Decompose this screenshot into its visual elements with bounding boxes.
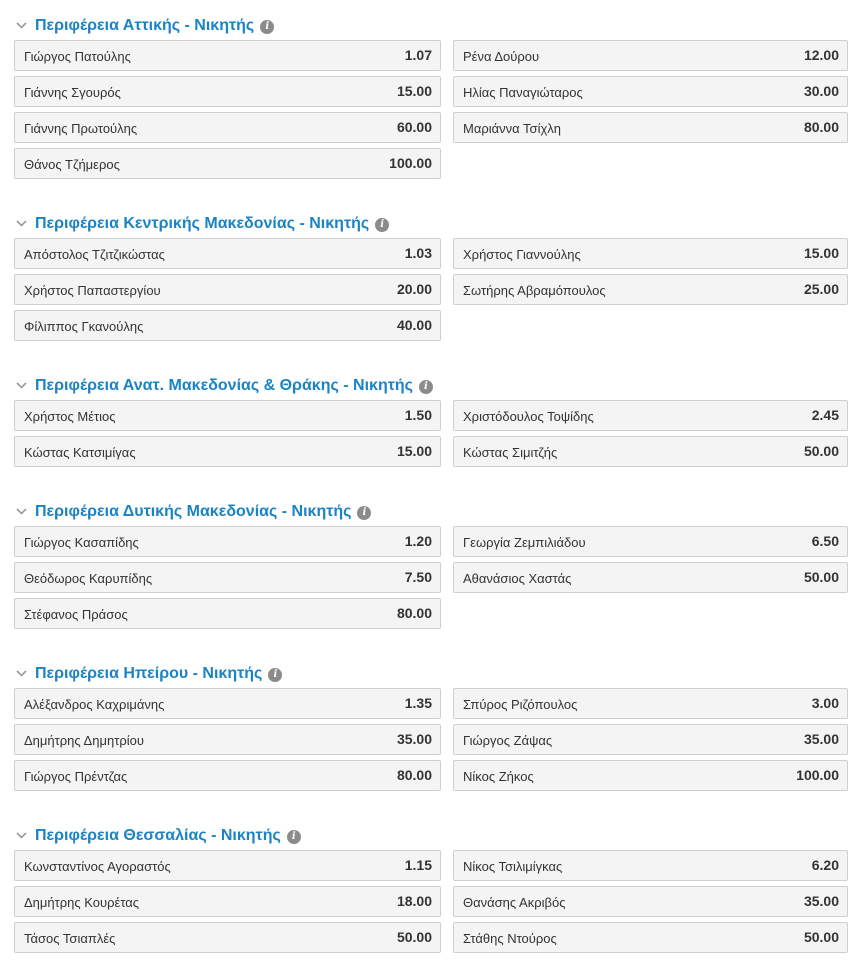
outcome-button[interactable]: [14, 40, 441, 71]
outcome-button[interactable]: [14, 724, 441, 755]
odds-value: 1.35: [404, 695, 432, 711]
odds-value: 80.00: [803, 119, 839, 135]
outcome-button[interactable]: [14, 400, 441, 431]
candidate-name: Απόστολος Τζιτζικώστας: [24, 247, 165, 262]
candidate-name: Αθανάσιος Χαστάς: [463, 571, 572, 586]
odds-value: 100.00: [796, 767, 839, 783]
outcome-button[interactable]: [453, 112, 848, 143]
outcome-button[interactable]: [453, 760, 848, 791]
outcome-button[interactable]: [14, 598, 441, 629]
candidate-name: Στάθης Ντούρος: [463, 931, 557, 946]
market-title-text: Περιφέρεια Αττικής - Νικητής: [35, 17, 255, 34]
outcome-button[interactable]: [453, 76, 848, 107]
odds-value: 35.00: [396, 731, 432, 747]
odds-value: 1.15: [404, 857, 432, 873]
chevron-down-icon[interactable]: [16, 506, 27, 517]
odds-value: 50.00: [803, 569, 839, 585]
candidate-name: Γιώργος Πατούλης: [24, 49, 131, 64]
candidate-name: Κώστας Κατσιμίγας: [24, 445, 136, 460]
outcome-button[interactable]: [453, 400, 848, 431]
odds-value: 50.00: [396, 929, 432, 945]
market-header[interactable]: [0, 821, 859, 851]
market-header[interactable]: [0, 371, 859, 401]
chevron-down-icon[interactable]: [16, 218, 27, 229]
info-icon[interactable]: i: [357, 506, 371, 520]
candidate-name: Θάνος Τζήμερος: [24, 157, 120, 172]
odds-value: 80.00: [396, 767, 432, 783]
outcome-button[interactable]: [453, 886, 848, 917]
candidate-name: Σωτήρης Αβραμόπουλος: [463, 283, 606, 298]
candidate-name: Χριστόδουλος Τοψίδης: [463, 409, 594, 424]
outcome-button[interactable]: [14, 238, 441, 269]
market-title-text: Περιφέρεια Ηπείρου - Νικητής: [35, 665, 263, 682]
candidate-name: Γιώργος Πρέντζας: [24, 769, 128, 784]
candidate-name: Γεωργία Ζεμπιλιάδου: [463, 535, 586, 550]
chevron-down-icon[interactable]: [16, 20, 27, 31]
outcome-button[interactable]: [14, 760, 441, 791]
odds-value: 7.50: [404, 569, 432, 585]
market-title: [35, 665, 282, 683]
outcome-button[interactable]: [14, 922, 441, 953]
outcome-button[interactable]: [453, 850, 848, 881]
outcome-button[interactable]: [14, 112, 441, 143]
market-title: [35, 827, 301, 845]
outcome-button[interactable]: [453, 724, 848, 755]
candidate-name: Χρήστος Γιαννούλης: [463, 247, 581, 262]
outcome-button[interactable]: [453, 436, 848, 467]
outcome-button[interactable]: [453, 562, 848, 593]
candidate-name: Γιάννης Πρωτούλης: [24, 121, 138, 136]
outcome-button[interactable]: [453, 526, 848, 557]
candidate-name: Γιώργος Κασαπίδης: [24, 535, 139, 550]
outcome-button[interactable]: [14, 148, 441, 179]
outcome-button[interactable]: [14, 310, 441, 341]
chevron-down-icon[interactable]: [16, 380, 27, 391]
candidate-name: Μαριάννα Τσίχλη: [463, 121, 562, 136]
info-icon[interactable]: i: [268, 668, 282, 682]
odds-value: 1.07: [404, 47, 432, 63]
candidate-name: Αλέξανδρος Καχριμάνης: [24, 697, 165, 712]
odds-value: 18.00: [396, 893, 432, 909]
outcome-button[interactable]: [14, 886, 441, 917]
outcome-button[interactable]: [453, 688, 848, 719]
odds-value: 35.00: [803, 731, 839, 747]
odds-value: 15.00: [396, 83, 432, 99]
odds-value: 50.00: [803, 443, 839, 459]
info-icon[interactable]: i: [287, 830, 301, 844]
outcome-button[interactable]: [453, 922, 848, 953]
odds-value: 100.00: [389, 155, 432, 171]
market-title-text: Περιφέρεια Θεσσαλίας - Νικητής: [35, 827, 281, 844]
outcome-button[interactable]: [453, 40, 848, 71]
candidate-name: Κώστας Σιμιτζής: [463, 445, 558, 460]
candidate-name: Δημήτρης Κουρέτας: [24, 895, 140, 910]
chevron-down-icon[interactable]: [16, 830, 27, 841]
odds-value: 6.50: [811, 533, 839, 549]
market-title: [35, 377, 433, 395]
odds-value: 80.00: [396, 605, 432, 621]
candidate-name: Κωνσταντίνος Αγοραστός: [24, 859, 171, 874]
market-title-text: Περιφέρεια Κεντρικής Μακεδονίας - Νικητής: [35, 215, 370, 232]
odds-value: 1.20: [404, 533, 432, 549]
market-title: [35, 17, 274, 35]
outcome-button[interactable]: [14, 76, 441, 107]
candidate-name: Νίκος Τσιλιμίγκας: [463, 859, 563, 874]
outcome-button[interactable]: [14, 526, 441, 557]
info-icon[interactable]: i: [419, 380, 433, 394]
candidate-name: Φίλιππος Γκανούλης: [24, 319, 144, 334]
market-title-text: Περιφέρεια Ανατ. Μακεδονίας & Θράκης - Νικητής: [35, 377, 413, 394]
market-header[interactable]: [0, 209, 859, 239]
odds-value: 15.00: [803, 245, 839, 261]
market-title: [35, 503, 371, 521]
outcome-button[interactable]: [453, 274, 848, 305]
candidate-name: Δημήτρης Δημητρίου: [24, 733, 144, 748]
market-title-text: Περιφέρεια Δυτικής Μακεδονίας - Νικητής: [35, 503, 352, 520]
odds-value: 25.00: [803, 281, 839, 297]
candidate-name: Τάσος Τσιαπλές: [24, 931, 116, 946]
candidate-name: Γιάννης Σγουρός: [24, 85, 121, 100]
candidate-name: Ηλίας Παναγιώταρος: [463, 85, 583, 100]
odds-value: 20.00: [396, 281, 432, 297]
outcome-button[interactable]: [14, 436, 441, 467]
odds-value: 30.00: [803, 83, 839, 99]
chevron-down-icon[interactable]: [16, 668, 27, 679]
market-header[interactable]: [0, 497, 859, 527]
odds-value: 6.20: [811, 857, 839, 873]
market-header[interactable]: [0, 11, 859, 41]
candidate-name: Νίκος Ζήκος: [463, 769, 534, 784]
odds-value: 50.00: [803, 929, 839, 945]
candidate-name: Θεόδωρος Καρυπίδης: [24, 571, 153, 586]
info-icon[interactable]: i: [260, 20, 274, 34]
outcome-button[interactable]: [14, 274, 441, 305]
odds-value: 15.00: [396, 443, 432, 459]
candidate-name: Στέφανος Πράσος: [24, 607, 128, 622]
info-icon[interactable]: i: [375, 218, 389, 232]
candidate-name: Χρήστος Παπαστεργίου: [24, 283, 161, 298]
odds-value: 12.00: [803, 47, 839, 63]
odds-value: 1.50: [404, 407, 432, 423]
outcome-button[interactable]: [14, 562, 441, 593]
odds-value: 3.00: [811, 695, 839, 711]
odds-value: 1.03: [404, 245, 432, 261]
candidate-name: Χρήστος Μέτιος: [24, 409, 116, 424]
odds-value: 60.00: [396, 119, 432, 135]
candidate-name: Θανάσης Ακριβός: [463, 895, 566, 910]
odds-value: 2.45: [811, 407, 839, 423]
outcome-button[interactable]: [14, 850, 441, 881]
odds-value: 35.00: [803, 893, 839, 909]
market-header[interactable]: [0, 659, 859, 689]
outcome-button[interactable]: [14, 688, 441, 719]
outcome-button[interactable]: [453, 238, 848, 269]
market-title: [35, 215, 389, 233]
odds-value: 40.00: [396, 317, 432, 333]
candidate-name: Ρένα Δούρου: [463, 49, 540, 64]
candidate-name: Σπύρος Ριζόπουλος: [463, 697, 578, 712]
candidate-name: Γιώργος Ζάψας: [463, 733, 553, 748]
